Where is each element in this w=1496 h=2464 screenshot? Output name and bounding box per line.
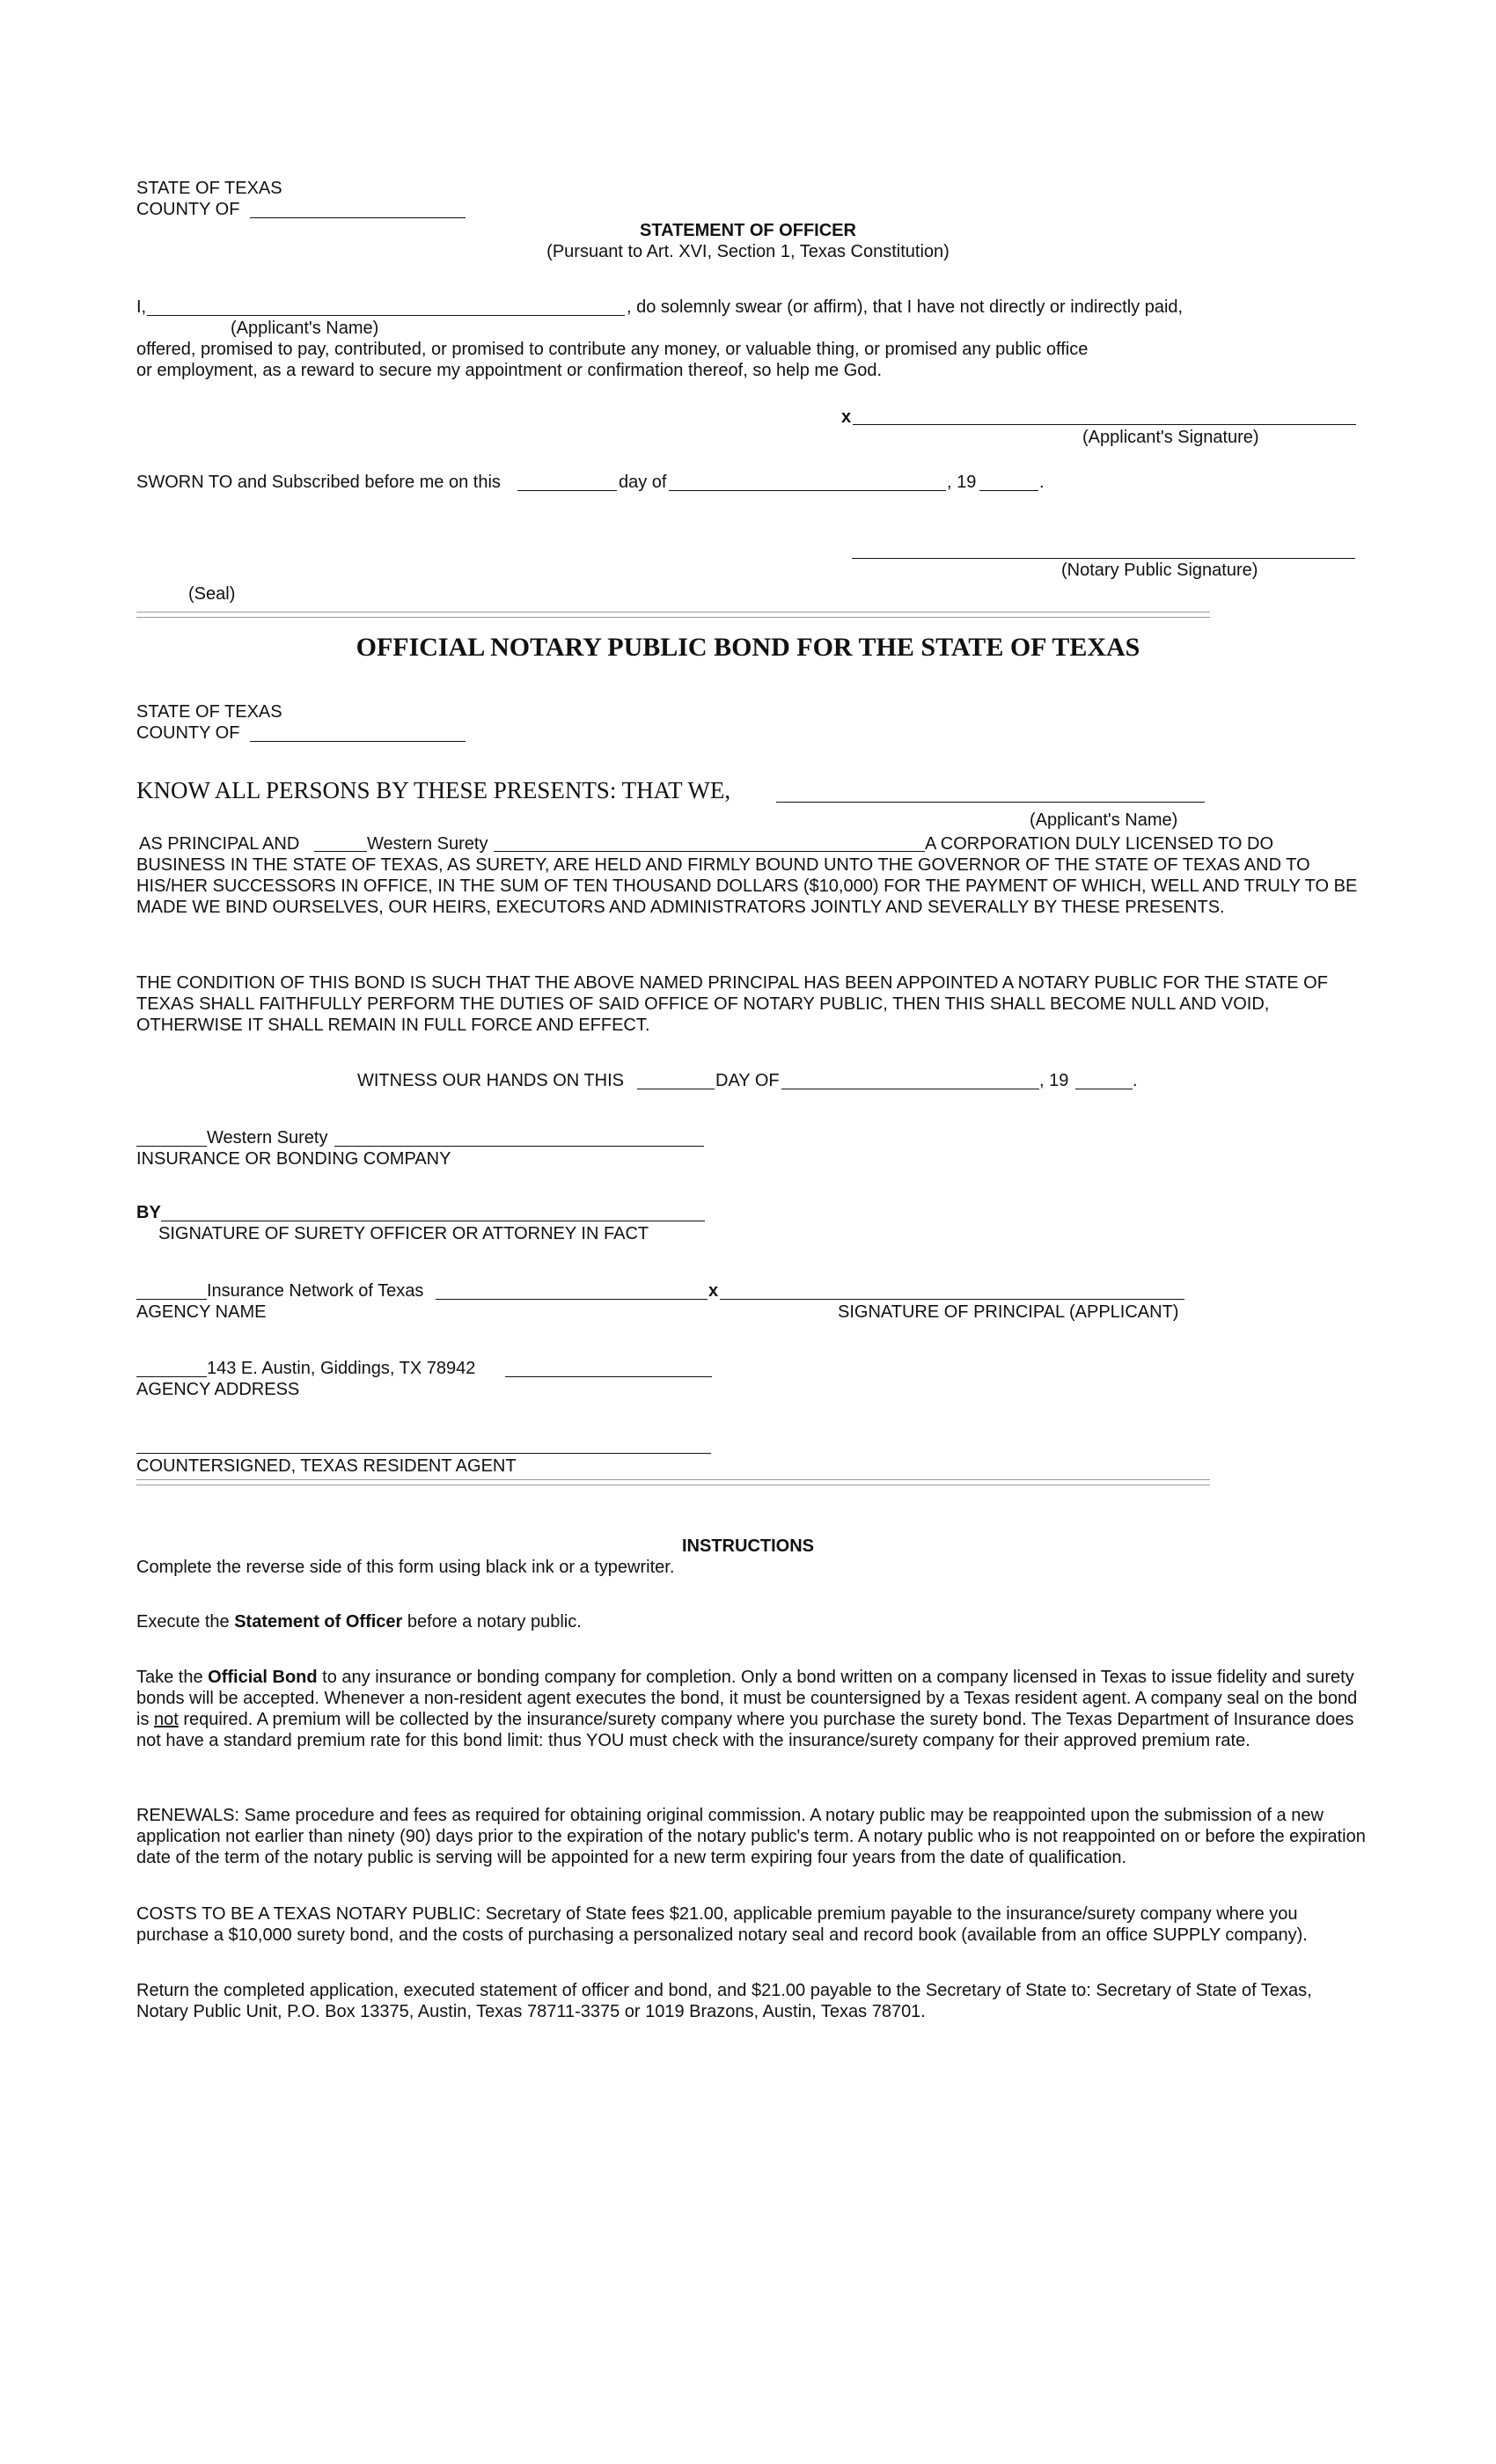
witness-year-prefix: , 19 xyxy=(1039,1071,1069,1090)
statement-state: STATE OF TEXAS xyxy=(136,179,282,198)
countersigned-field[interactable] xyxy=(136,1453,711,1454)
bond-county-field[interactable] xyxy=(250,741,466,742)
agency-address-field[interactable] xyxy=(505,1376,712,1377)
surety-field[interactable] xyxy=(494,851,925,852)
sworn-month-field[interactable] xyxy=(669,490,946,491)
instruction-costs: COSTS TO BE A TEXAS NOTARY PUBLIC: Secretary of State fees $21.00, applicable premium payable to the insurance/surety company where you purchase a $10,000 surety bond, and the costs of purchasing a personalized notary seal and record book (available from an office SUPPLY company). xyxy=(136,1904,1308,1945)
sworn-text: SWORN TO and Subscribed before me on this xyxy=(136,473,501,492)
applicant-signature-caption: (Applicant's Signature) xyxy=(1082,428,1259,447)
agency-name-value: Insurance Network of Texas xyxy=(207,1281,424,1301)
agency-name-field[interactable] xyxy=(436,1299,708,1300)
principal-signature-caption: SIGNATURE OF PRINCIPAL (APPLICANT) xyxy=(838,1302,1179,1322)
company-caption: INSURANCE OR BONDING COMPANY xyxy=(136,1149,451,1169)
sworn-day-field[interactable] xyxy=(517,490,617,491)
instruction-3: Take the Official Bond to any insurance or bonding company for completion. Only a bond written on a company licensed in Texas to issue fidelity and surety bonds will be accepted. Whenever a non-resident agent executes the bond, it must be countersigned by a Texas resident agent. A company seal on the bond is not required. A premium will be collected by the insurance/surety company where you purchase the surety bond. The Texas Department of Insurance does not have a standard premium rate for this bond limit: thus YOU must check with the insurance/surety company for their approved premium rate. xyxy=(136,1668,1358,1750)
section-divider xyxy=(136,612,1210,618)
applicant-signature-field[interactable] xyxy=(853,424,1356,425)
seal-label: (Seal) xyxy=(188,584,236,604)
address-pre-blank xyxy=(136,1376,207,1377)
oath-line-3: or employment, as a reward to secure my appointment or confirmation thereof, so help me God. xyxy=(136,361,883,380)
sworn-period: . xyxy=(1039,473,1045,492)
instruction-1: Complete the reverse side of this form using black ink or a typewriter. xyxy=(136,1558,675,1577)
company-field[interactable] xyxy=(334,1146,704,1147)
bond-applicant-name-field[interactable] xyxy=(776,802,1205,803)
agency-name-caption: AGENCY NAME xyxy=(136,1302,267,1322)
company-pre-blank xyxy=(136,1146,207,1147)
instructions-title: INSTRUCTIONS xyxy=(682,1536,814,1556)
witness-day-of: DAY OF xyxy=(715,1071,780,1090)
countersigned-caption: COUNTERSIGNED, TEXAS RESIDENT AGENT xyxy=(136,1456,517,1476)
know-all-text: KNOW ALL PERSONS BY THESE PRESENTS: THAT WE, xyxy=(136,777,731,803)
surety-pre-blank xyxy=(314,851,367,852)
bond-title: OFFICIAL NOTARY PUBLIC BOND FOR THE STATE OF TEXAS xyxy=(356,633,1140,662)
statement-county-label: COUNTY OF xyxy=(136,200,240,219)
bond-applicant-name-caption: (Applicant's Name) xyxy=(1030,810,1178,830)
surety-officer-caption: SIGNATURE OF SURETY OFFICER OR ATTORNEY IN FACT xyxy=(158,1224,649,1243)
instruction-2: Execute the Statement of Officer before a notary public. xyxy=(136,1612,582,1632)
agency-address-caption: AGENCY ADDRESS xyxy=(136,1380,300,1399)
notary-signature-caption: (Notary Public Signature) xyxy=(1061,561,1258,580)
sworn-day-of: day of xyxy=(619,473,667,492)
oath-line-2: offered, promised to pay, contributed, or promised to contribute any money, or valuable thing, or promised any public office xyxy=(136,340,1089,359)
agency-address-value: 143 E. Austin, Giddings, TX 78942 xyxy=(207,1359,476,1378)
section-divider xyxy=(136,1479,1210,1485)
principal-prefix: AS PRINCIPAL AND xyxy=(139,834,300,854)
principal-x-mark: x xyxy=(708,1281,719,1301)
principal-paragraph: BUSINESS IN THE STATE OF TEXAS, AS SURETY, ARE HELD AND FIRMLY BOUND UNTO THE GOVERNOR OF THE STATE OF TEXAS AND TO HIS/HER SUCCESSORS IN OFFICE, IN THE SUM OF TEN THOUSAND DOLLARS ($10,000) FOR THE PAYMENT OF WHICH, WELL AND TRULY TO BE MADE WE BIND OURSELVES, OUR HEIRS, EXECUTORS AND ADMINISTRATORS JOINTLY AND SEVERALLY BY THESE PRESENTS. xyxy=(136,855,1358,917)
sworn-year-field[interactable] xyxy=(979,490,1038,491)
bond-county-label: COUNTY OF xyxy=(136,723,240,743)
by-label: BY xyxy=(136,1203,161,1222)
applicant-name-field[interactable] xyxy=(147,315,625,316)
applicant-name-caption: (Applicant's Name) xyxy=(231,319,379,338)
bond-state: STATE OF TEXAS xyxy=(136,702,282,722)
witness-text: WITNESS OUR HANDS ON THIS xyxy=(357,1071,624,1090)
signature-x-mark: x xyxy=(841,407,852,427)
corporation-text: A CORPORATION DULY LICENSED TO DO xyxy=(925,834,1274,854)
instruction-renewals: RENEWALS: Same procedure and fees as required for obtaining original commission. A notary public may be reappointed upon the submission of a new application not earlier than ninety (90) days prior to the expiration of the notary public's term. A notary public who is not reappointed on or before the expiration date of the term of the notary public is serving will be appointed for a new term expiring four years from the date of qualification. xyxy=(136,1806,1366,1867)
statement-county-field[interactable] xyxy=(250,217,466,218)
witness-period: . xyxy=(1133,1071,1138,1090)
notary-signature-field[interactable] xyxy=(852,558,1355,559)
oath-line-1: , do solemnly swear (or affirm), that I have not directly or indirectly paid, xyxy=(627,297,1184,317)
company-value: Western Surety xyxy=(207,1128,328,1148)
statement-title: STATEMENT OF OFFICER xyxy=(640,221,856,240)
agency-pre-blank xyxy=(136,1299,207,1300)
sworn-year-prefix: , 19 xyxy=(947,473,977,492)
oath-i-label: I, xyxy=(136,297,147,317)
condition-paragraph: THE CONDITION OF THIS BOND IS SUCH THAT THE ABOVE NAMED PRINCIPAL HAS BEEN APPOINTED A NOTARY PUBLIC FOR THE STATE OF TEXAS SHALL FAITHFULLY PERFORM THE DUTIES OF SAID OFFICE OF NOTARY PUBLIC, THEN THIS SHALL BECOME NULL AND VOID, OTHERWISE IT SHALL REMAIN IN FULL FORCE AND EFFECT. xyxy=(136,973,1328,1035)
statement-subtitle: (Pursuant to Art. XVI, Section 1, Texas Constitution) xyxy=(546,242,950,261)
instruction-return: Return the completed application, executed statement of officer and bond, and $21.00 payable to the Secretary of State to: Secretary of State of Texas, Notary Public Unit, P.O. Box 13375, Austin, Texas 78711-3375 or 1019 Brazons, Austin, Texas 78701. xyxy=(136,1981,1312,2021)
principal-signature-field[interactable] xyxy=(720,1299,1184,1300)
surety-name: Western Surety xyxy=(367,834,488,854)
